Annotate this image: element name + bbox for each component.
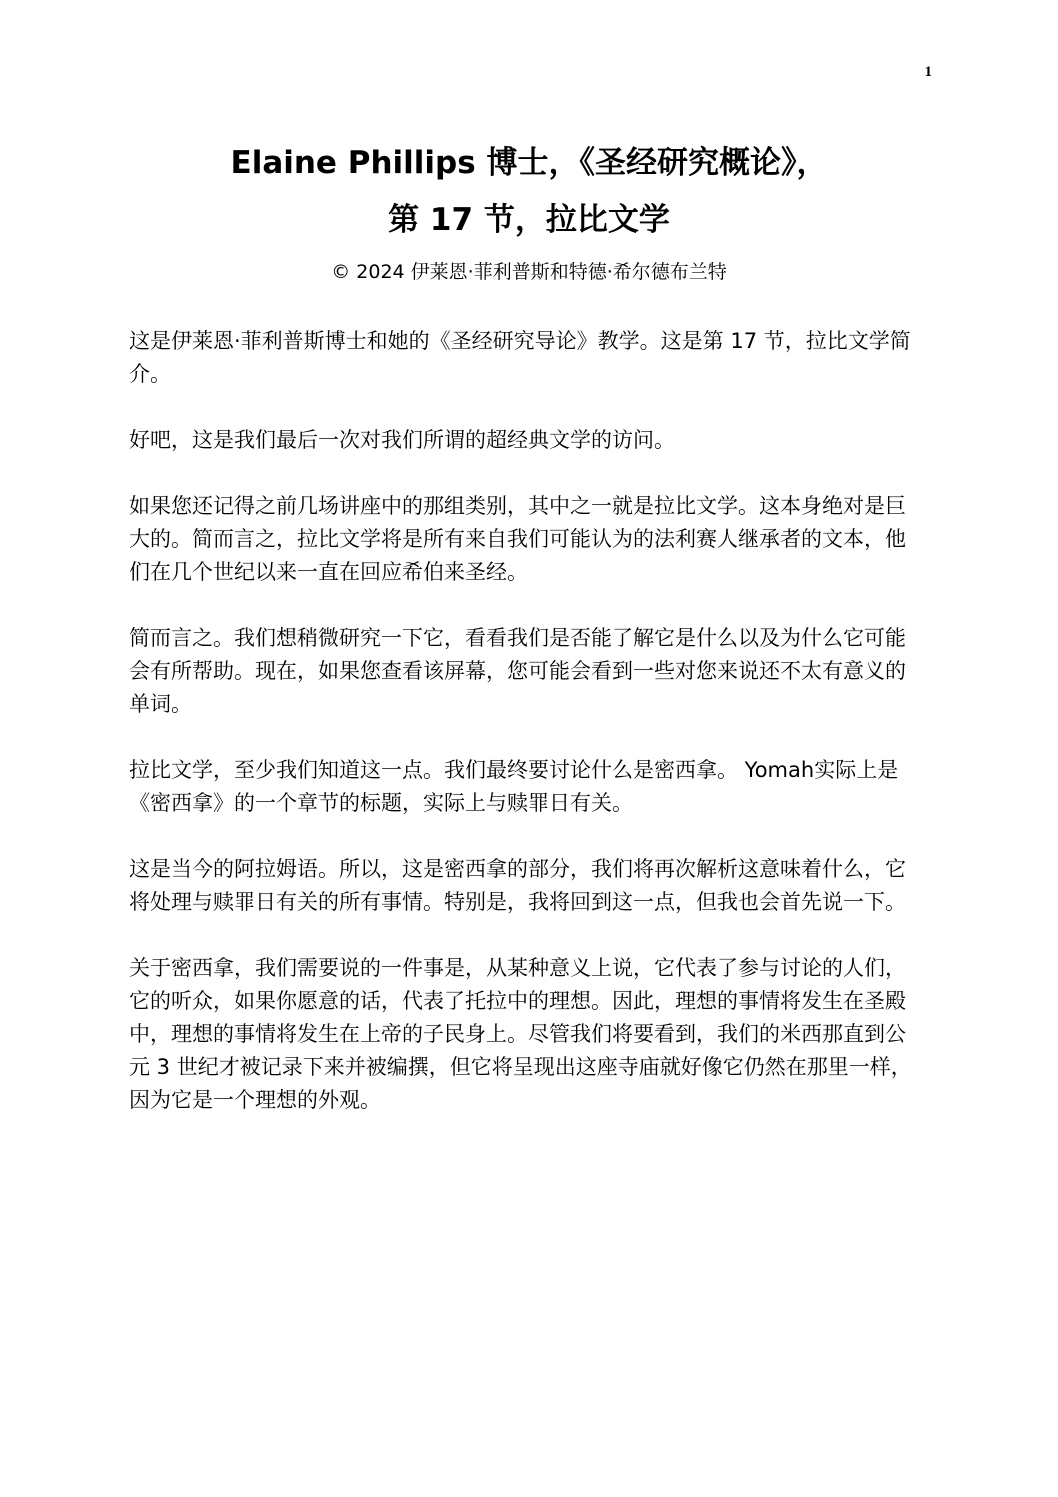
page-number: 1 (924, 64, 932, 80)
copyright-notice: © 2024 伊莱恩·菲利普斯和特德·希尔德布兰特 (331, 261, 727, 283)
body-paragraph-4: 简而言之。我们想稍微研究一下它，看看我们是否能了解它是什么以及为什么它可能会有所帮助。现在，如果您查看该屏幕，您可能会看到一些对您来说还不太有意义的单词。 (129, 626, 906, 716)
body-paragraph-6: 这是当今的阿拉姆语。所以，这是密西拿的部分，我们将再次解析这意味着什么，它将处理与赎罪日有关的所有事情。特别是，我将回到这一点，但我也会首先说一下。 (129, 857, 906, 914)
body-paragraph-1: 这是伊莱恩·菲利普斯博士和她的《圣经研究导论》教学。这是第 17 节，拉比文学简介。 (129, 329, 911, 386)
document-title-line-1: Elaine Phillips 博士，《圣经研究概论》， (230, 145, 828, 181)
body-paragraph-7: 关于密西拿，我们需要说的一件事是，从某种意义上说，它代表了参与讨论的人们，它的听众，如果你愿意的话，代表了托拉中的理想。因此，理想的事情将发生在圣殿中，理想的事情将发生在上帝的子民身上。尽管我们将要看到，我们的米西那直到公元 3 世纪才被记录下来并被编撰，但它将呈现出这座寺庙就好像它仍然在那里一样，因为它是一个理想的外观。 (129, 956, 912, 1112)
body-paragraph-5: 拉比文学，至少我们知道这一点。我们最终要讨论什么是密西拿。 Yomah实际上是《密西拿》的一个章节的标题，实际上与赎罪日有关。 (129, 758, 899, 815)
document-body (129, 325, 929, 1150)
document-title-line-2: 第 17 节，拉比文学 (388, 202, 670, 238)
body-paragraph-3: 如果您还记得之前几场讲座中的那组类别，其中之一就是拉比文学。这本身绝对是巨大的。简而言之，拉比文学将是所有来自我们可能认为的法利赛人继承者的文本，他们在几个世纪以来一直在回应希伯来圣经。 (129, 494, 906, 584)
body-paragraph-2: 好吧，这是我们最后一次对我们所谓的超经典文学的访问。 (129, 428, 675, 452)
